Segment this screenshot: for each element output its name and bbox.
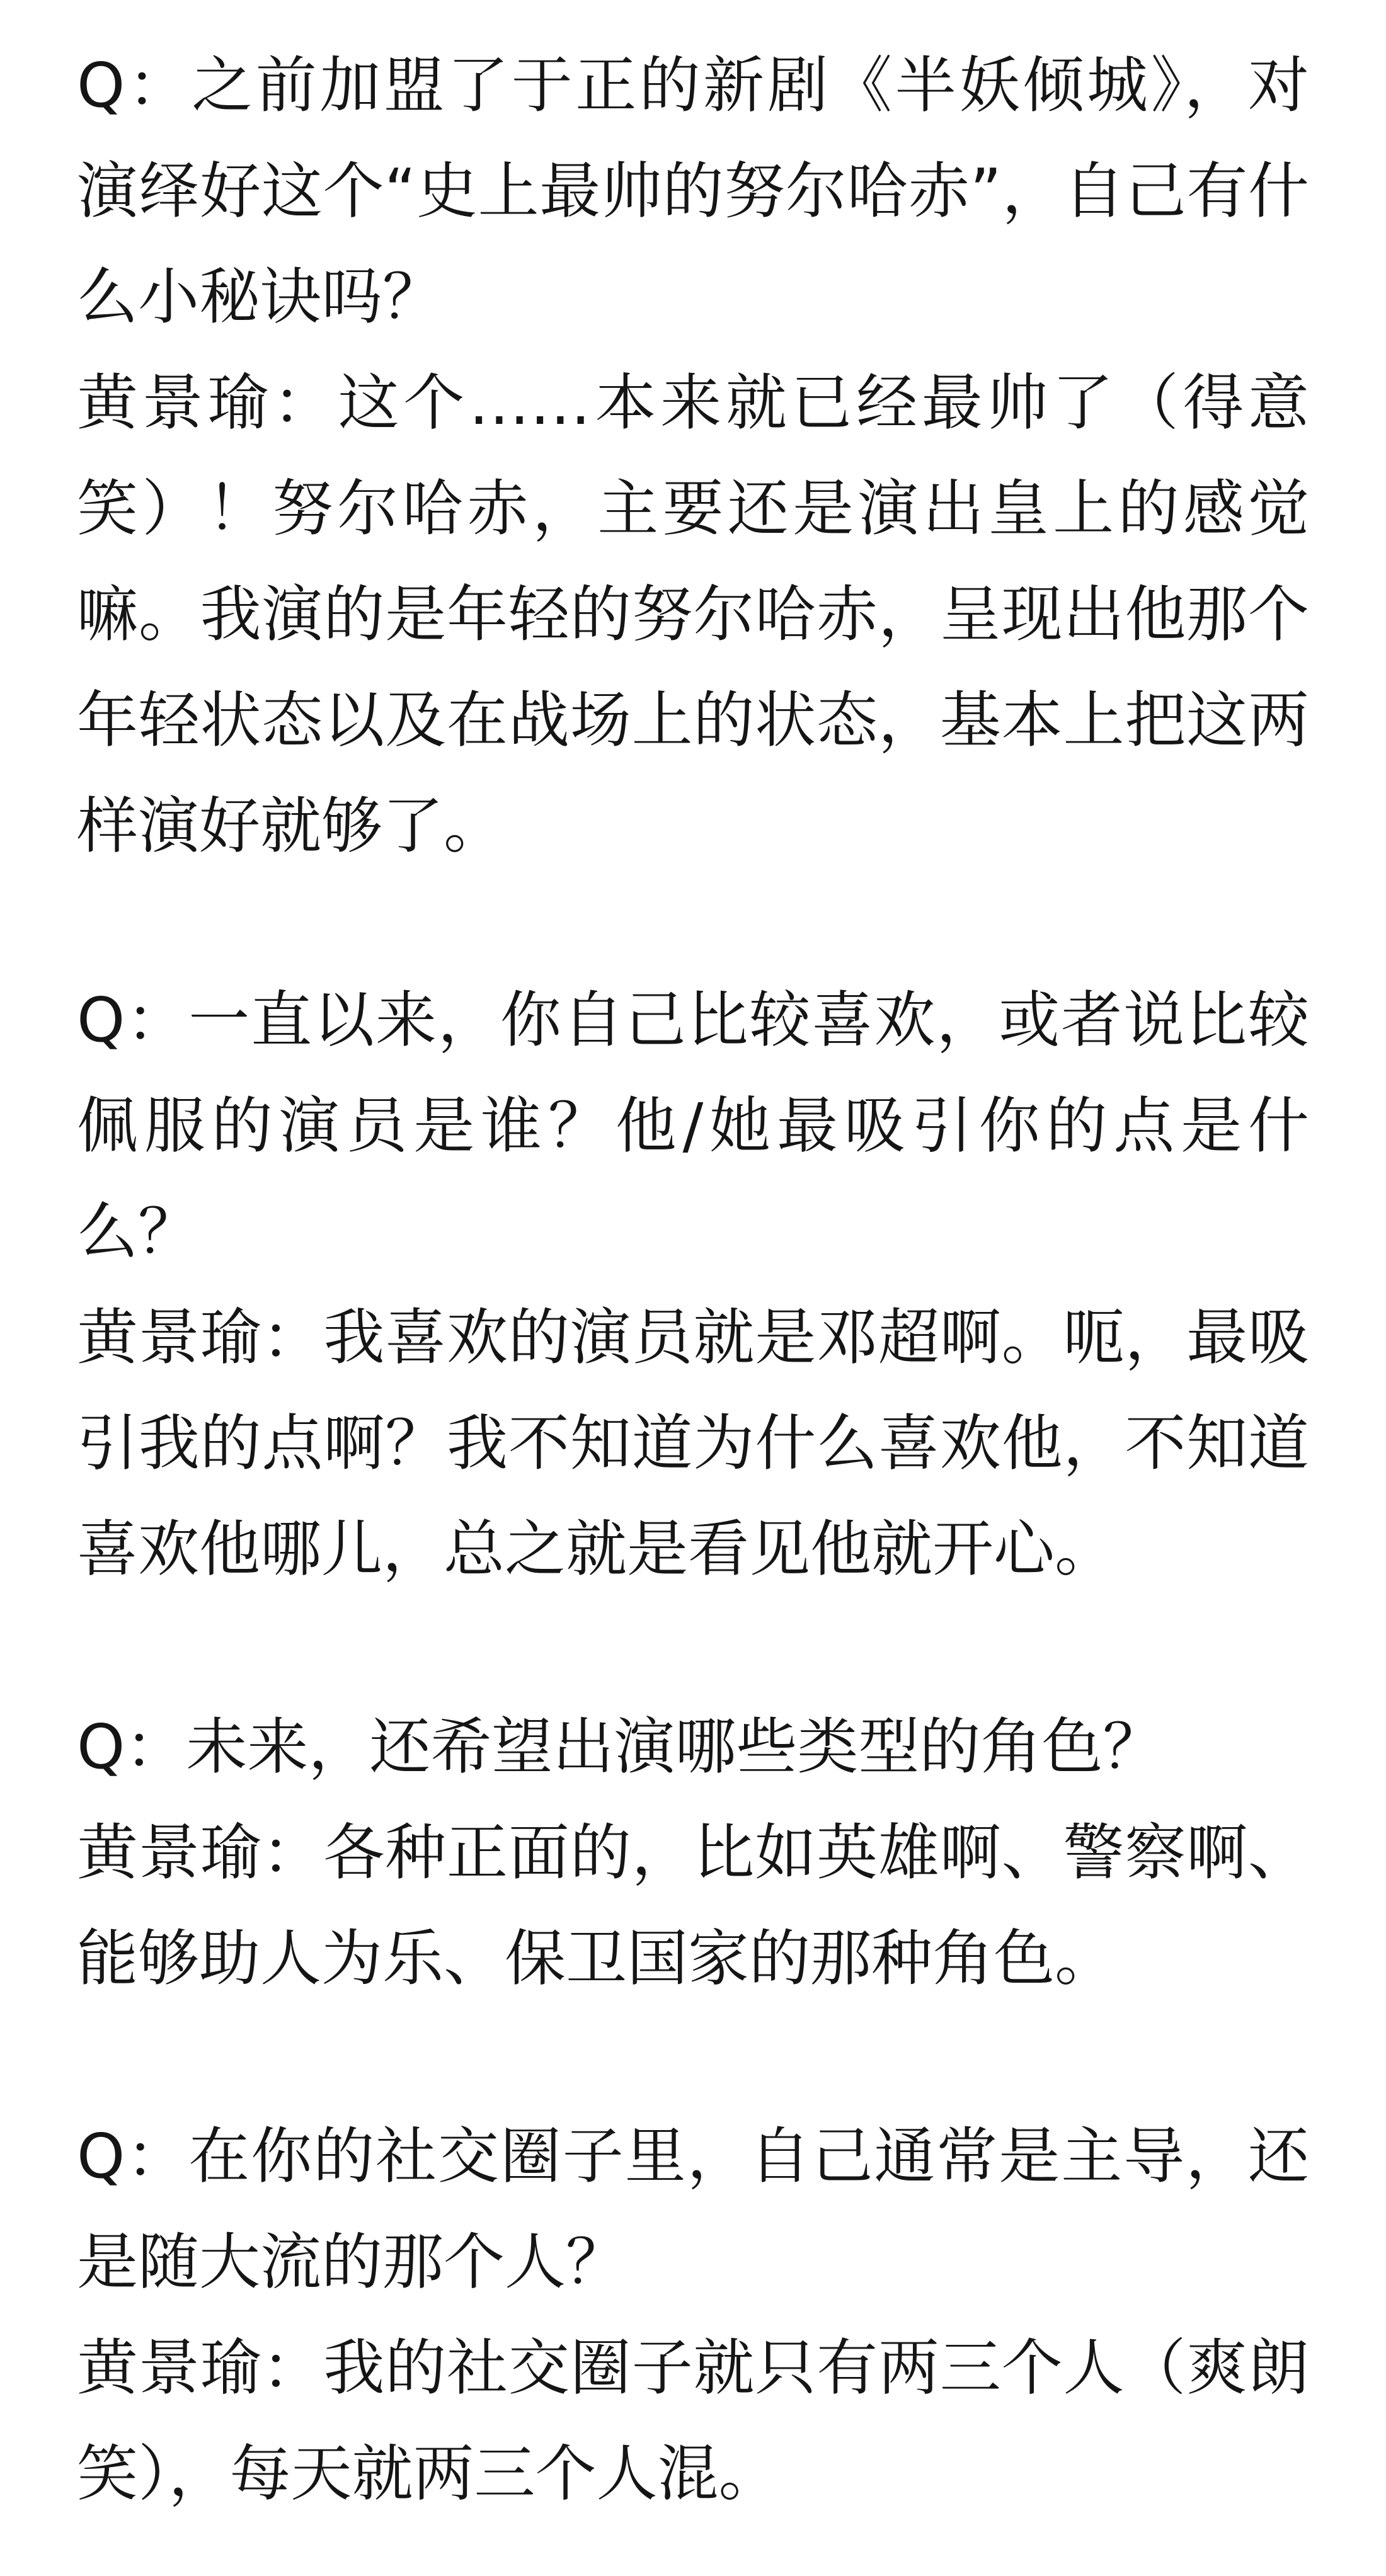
question-4: Q：在你的社交圈子里，自己通常是主导，还是随大流的那个人？ (77, 2121, 1309, 2298)
question-1: Q：之前加盟了于正的新剧《半妖倾城》，对演绎好这个“史上最帅的努尔哈赤”，自己有什么小秘诀吗？ (77, 50, 1309, 333)
question-2: Q：一直以来，你自己比较喜欢，或者说比较佩服的演员是谁？他/她最吸引你的点是什么？ (77, 984, 1309, 1267)
answer-4: 黄景瑜：我的社交圈子就只有两三个人（爽朗笑），每天就两三个人混。 (77, 2332, 1309, 2509)
answer-2: 黄景瑜：我喜欢的演员就是邓超啊。呃，最吸引我的点啊？我不知道为什么喜欢他，不知道喜欢他哪儿，总之就是看见他就开心。 (77, 1302, 1309, 1585)
answer-3: 黄景瑜：各种正面的，比如英雄啊、警察啊、能够助人为乐、保卫国家的那种角色。 (77, 1817, 1309, 1994)
question-3: Q：未来，还希望出演哪些类型的角色？ (77, 1711, 1164, 1782)
answer-1: 黄景瑜：这个……本来就已经最帅了（得意笑）！努尔哈赤，主要还是演出皇上的感觉嘛。我演的是年轻的努尔哈赤，呈现出他那个年轻状态以及在战场上的状态，基本上把这两样演好就够了。 (77, 367, 1309, 862)
